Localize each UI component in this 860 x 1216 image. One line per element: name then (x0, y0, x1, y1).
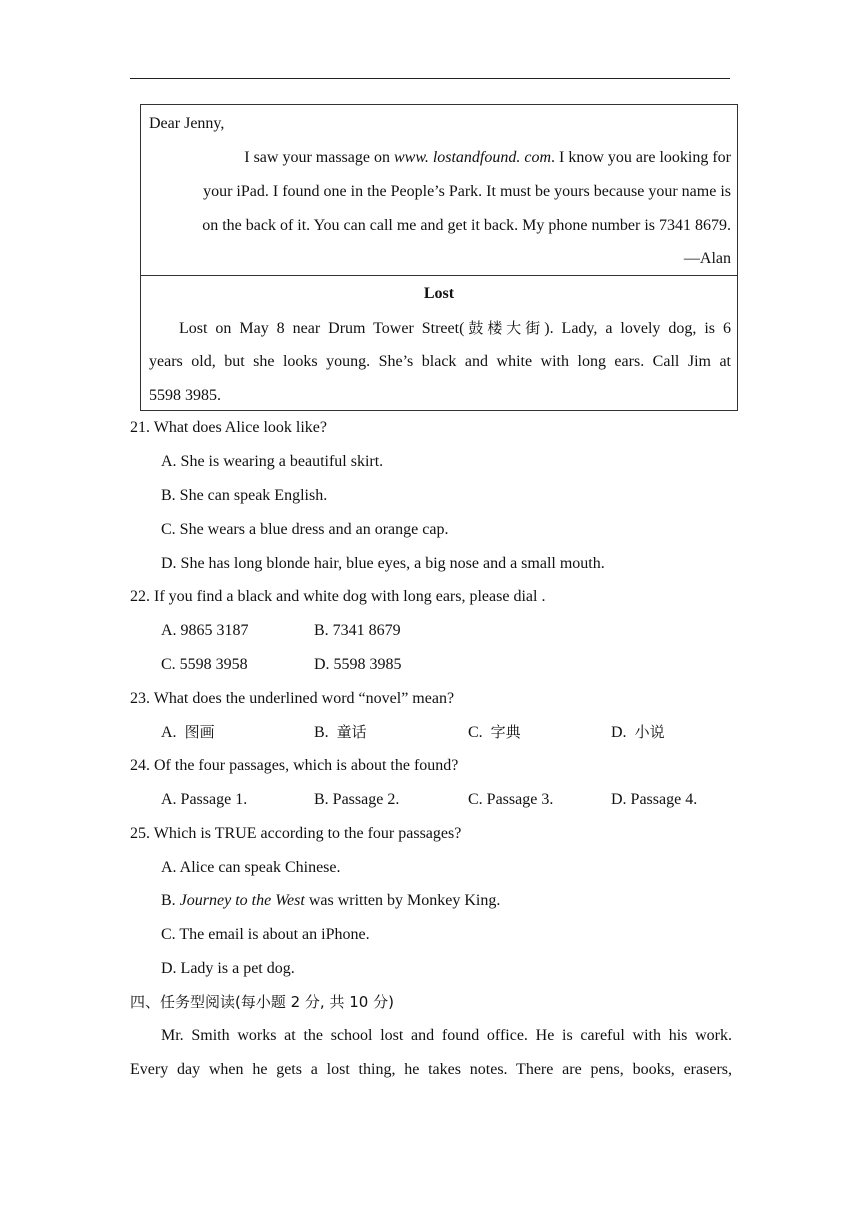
letter-greeting: Dear Jenny, (149, 115, 225, 132)
section-4-para-line-2: Every day when he gets a lost thing, he takes notes. There are pens, books, erasers, (130, 1061, 732, 1078)
q21-option-c: C. She wears a blue dress and an orange cap. (161, 521, 449, 538)
question-22: 22. If you find a black and white dog with long ears, please dial . (130, 588, 546, 605)
q22-option-b: B. 7341 8679 (314, 622, 401, 639)
lost-line-2: years old, but she looks young. She’s black and white with long ears. Call Jim at (149, 353, 731, 370)
lost-notice (141, 275, 737, 410)
q23-option-a: A. 图画 (161, 723, 215, 741)
q24-option-a: A. Passage 1. (161, 791, 248, 808)
q21-option-a: A. She is wearing a beautiful skirt. (161, 453, 384, 470)
section-4-para-line-1: Mr. Smith works at the school lost and found office. He is careful with his work. (161, 1027, 732, 1044)
letter-line-3: on the back of it. You can call me and get it back. My phone number is 7341 8679. (202, 217, 731, 234)
lost-line-3: 5598 3985. (149, 387, 221, 404)
q25-option-a: A. Alice can speak Chinese. (161, 859, 341, 876)
question-23: 23. What does the underlined word “novel” mean? (130, 690, 455, 707)
q25-option-d: D. Lady is a pet dog. (161, 960, 295, 977)
q23-option-d: D. 小说 (611, 723, 665, 741)
letter-line-1: I saw your massage on www. lostandfound. com. I know you are looking for (244, 149, 731, 166)
q24-option-b: B. Passage 2. (314, 791, 400, 808)
q22-option-c: C. 5598 3958 (161, 656, 248, 673)
found-letter (141, 105, 737, 275)
letter-line-2: your iPad. I found one in the People’s Park. It must be yours because your name is (203, 183, 731, 200)
q22-option-a: A. 9865 3187 (161, 622, 249, 639)
section-4-heading: 四、任务型阅读(每小题 2 分, 共 10 分) (130, 993, 394, 1011)
lost-line-1: Lost on May 8 near Drum Tower Street(鼓楼大街). Lady, a lovely dog, is 6 (179, 319, 731, 337)
website: www. lostandfound. com (393, 149, 552, 166)
question-21: 21. What does Alice look like? (130, 419, 327, 436)
letter-signature: —Alan (683, 250, 731, 267)
q23-option-c: C. 字典 (468, 723, 521, 741)
lost-title: Lost (423, 285, 455, 302)
q21-option-d: D. She has long blonde hair, blue eyes, a big nose and a small mouth. (161, 555, 605, 572)
q25-option-b: B. Journey to the West was written by Monkey King. (161, 892, 501, 909)
question-24: 24. Of the four passages, which is about the found? (130, 757, 459, 774)
q24-option-d: D. Passage 4. (611, 791, 698, 808)
book-title: Journey to the West (179, 892, 305, 909)
q22-option-d: D. 5598 3985 (314, 656, 402, 673)
header-rule (130, 78, 730, 79)
passages-table (140, 104, 738, 411)
q21-option-b: B. She can speak English. (161, 487, 328, 504)
q24-option-c: C. Passage 3. (468, 791, 554, 808)
q23-option-b: B. 童话 (314, 723, 367, 741)
q25-option-c: C. The email is about an iPhone. (161, 926, 370, 943)
question-25: 25. Which is TRUE according to the four passages? (130, 825, 462, 842)
